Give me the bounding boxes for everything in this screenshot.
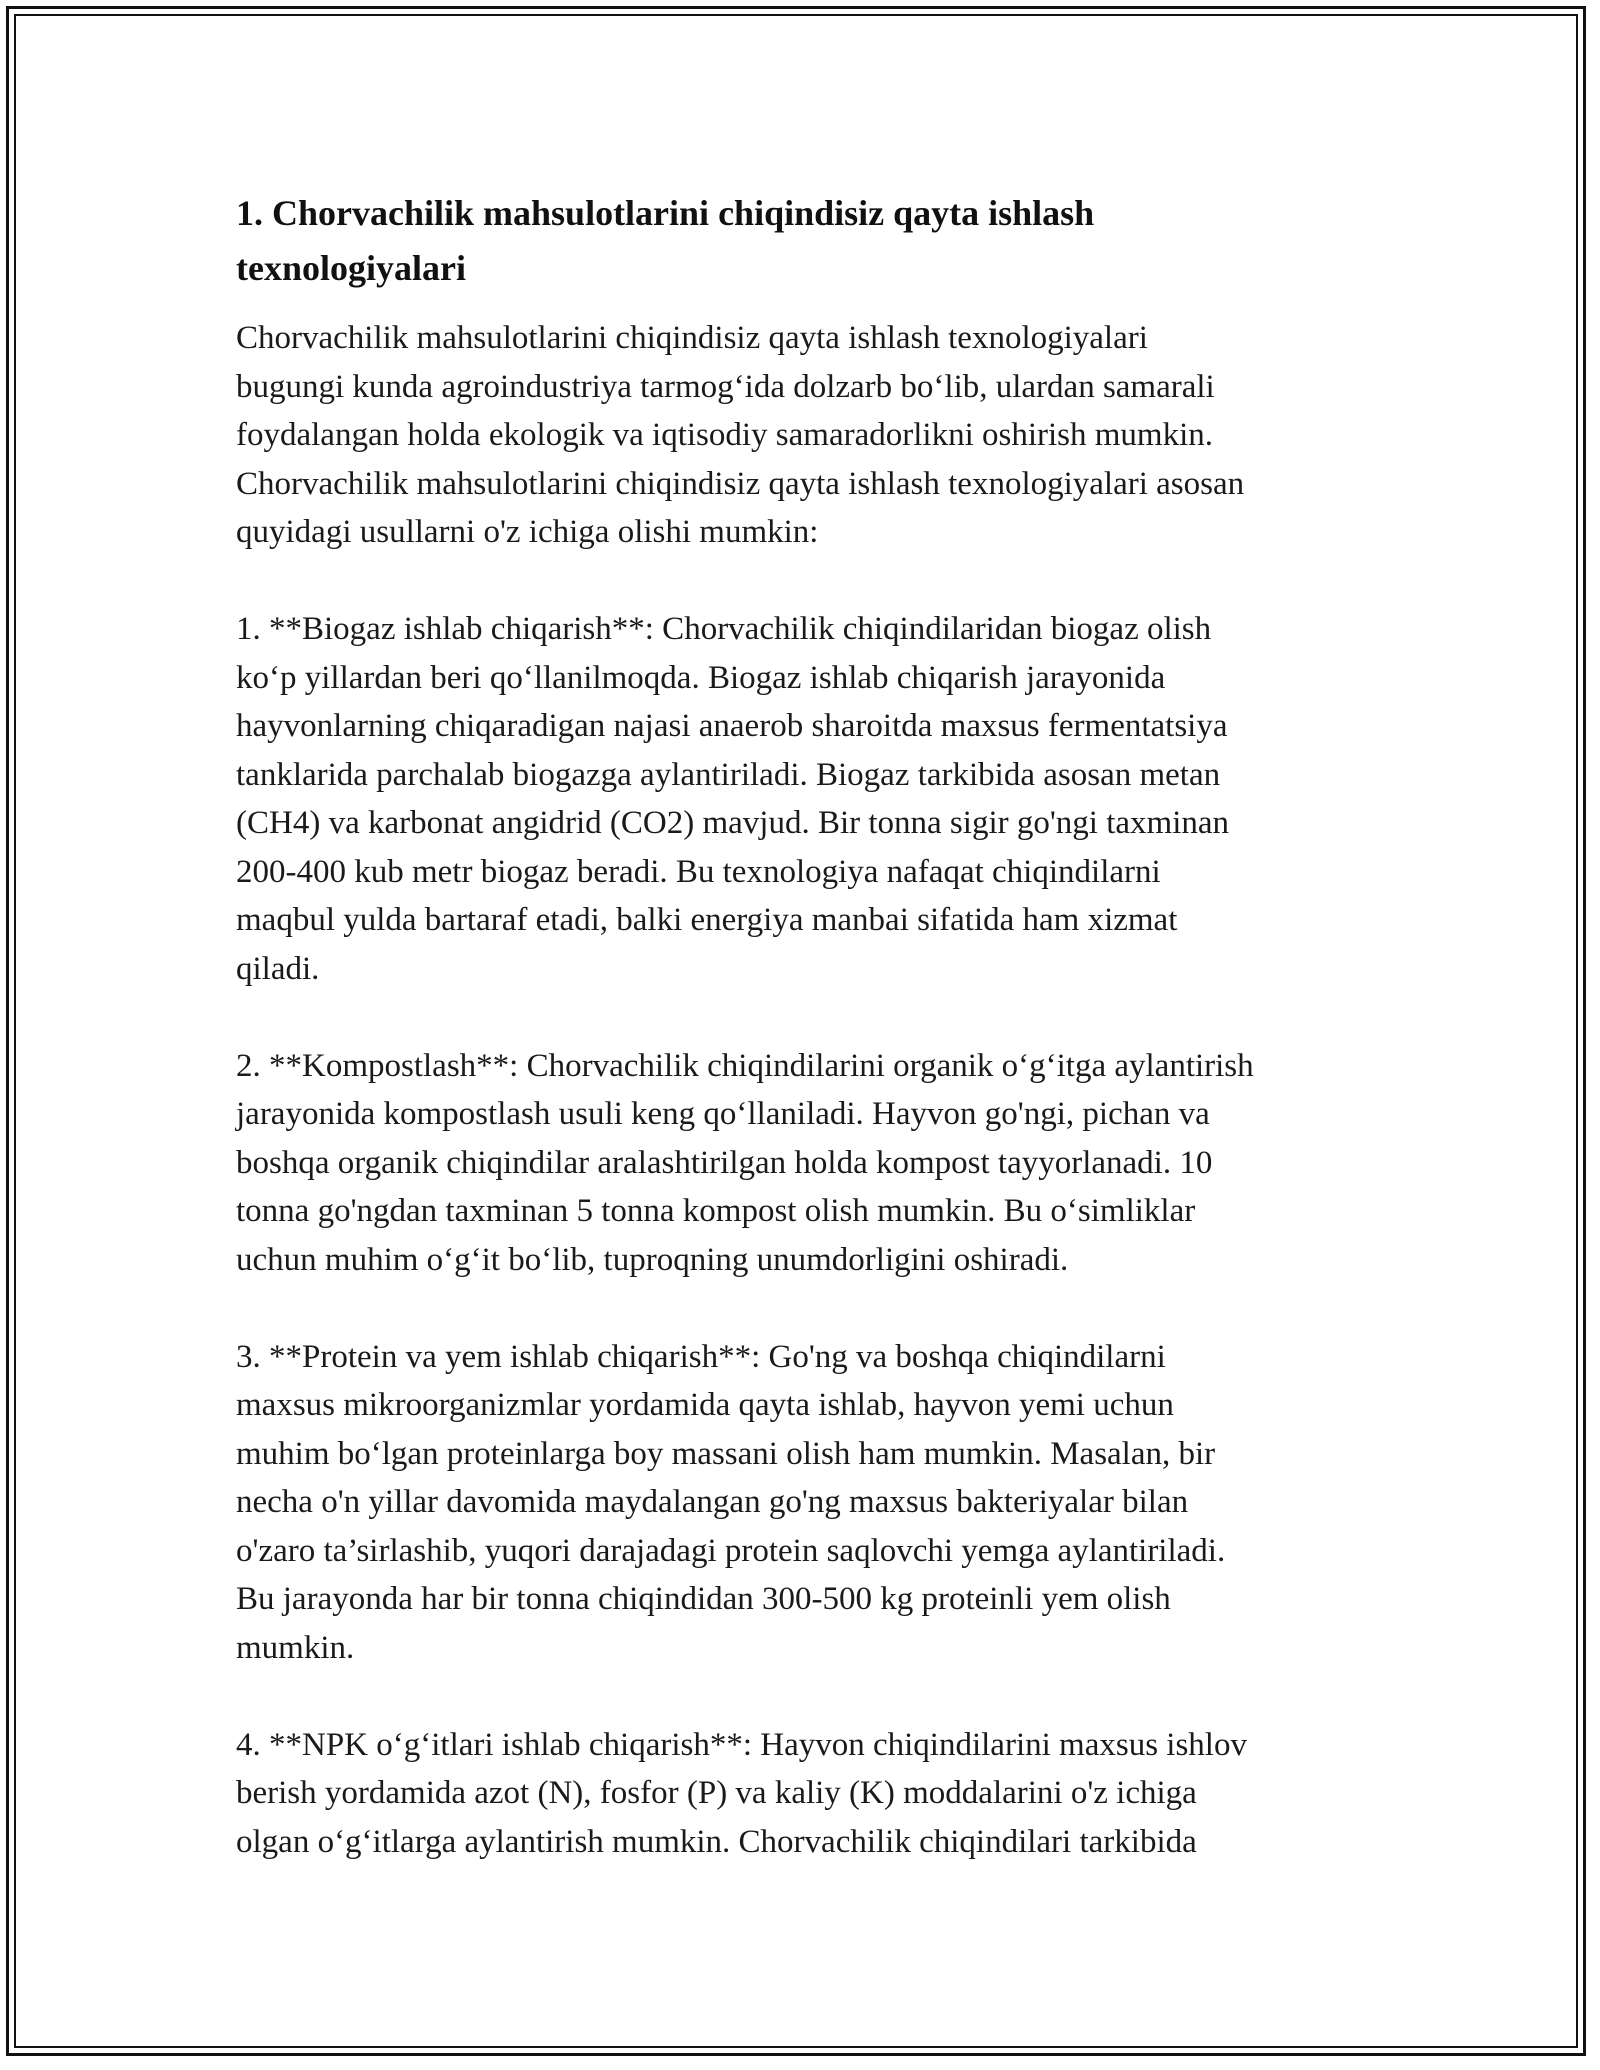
text-line: qiladi. <box>236 950 320 987</box>
text-line: bugungi kunda agroindustriya tarmog‘ida dolzarb bo‘lib, ulardan samarali <box>236 368 1215 405</box>
text-line: 1. **Biogaz ishlab chiqarish**: Chorvachilik chiqindilaridan biogaz olish <box>236 611 1212 647</box>
intro-paragraph <box>236 314 1376 557</box>
text-line: Chorvachilik mahsulotlarini chiqindisiz qayta ishlash texnologiyalari <box>236 320 1148 356</box>
kompostlash-paragraph <box>236 1042 1376 1285</box>
text-line: 200-400 kub metr biogaz beradi. Bu texnologiya nafaqat chiqindilarni <box>236 853 1161 890</box>
text-line: muhim bo‘lgan proteinlarga boy massani olish ham mumkin. Masalan, bir <box>236 1435 1216 1472</box>
text-line: hayvonlarning chiqaradigan najasi anaerob sharoitda maxsus fermentatsiya <box>236 708 1228 744</box>
text-line: 4. **NPK o‘g‘itlari ishlab chiqarish**: Hayvon chiqindilarini maxsus ishlov <box>236 1726 1247 1763</box>
text-line: (CH4) va karbonat angidrid (CO2) mavjud. Bir tonna sigir go'ngi taxminan <box>236 805 1230 841</box>
text-line: olgan o‘g‘itlarga aylantirish mumkin. Chorvachilik chiqindilari tarkibida <box>236 1823 1197 1860</box>
npk-paragraph <box>236 1721 1376 1867</box>
text-line: uchun muhim o‘g‘it bo‘lib, tuproqning unumdorligini oshiradi. <box>236 1241 1069 1278</box>
text-line: jarayonida kompostlash usuli keng qo‘llaniladi. Hayvon go'ngi, pichan va <box>236 1096 1210 1132</box>
biogaz-paragraph <box>236 605 1376 993</box>
protein-paragraph <box>236 1333 1376 1673</box>
document-body <box>236 186 1376 1915</box>
text-line: mumkin. <box>236 1629 355 1666</box>
title-line: 1. Chorvachilik mahsulotlarini chiqindisiz qayta ishlash <box>236 193 1095 233</box>
text-line: tanklarida parchalab biogazga aylantiriladi. Biogaz tarkibida asosan metan <box>236 756 1221 793</box>
text-line: Bu jarayonda har bir tonna chiqindidan 300-500 kg proteinli yem olish <box>236 1581 1171 1617</box>
document-title <box>236 186 1376 296</box>
text-line: tonna go'ngdan taxminan 5 tonna kompost olish mumkin. Bu o‘simliklar <box>236 1193 1196 1229</box>
text-line: quyidagi usullarni o'z ichiga olishi mumkin: <box>236 514 819 550</box>
text-line: ko‘p yillardan beri qo‘llanilmoqda. Biogaz ishlab chiqarish jarayonida <box>236 659 1166 696</box>
text-line: Chorvachilik mahsulotlarini chiqindisiz qayta ishlash texnologiyalari asosan <box>236 465 1245 502</box>
text-line: maqbul yulda bartaraf etadi, balki energiya manbai sifatida ham xizmat <box>236 902 1178 938</box>
text-line: 2. **Kompostlash**: Chorvachilik chiqindilarini organik o‘g‘itga aylantirish <box>236 1047 1254 1084</box>
text-line: berish yordamida azot (N), fosfor (P) va kaliy (K) moddalarini o'z ichiga <box>236 1775 1197 1811</box>
text-line: foydalangan holda ekologik va iqtisodiy samaradorlikni oshirish mumkin. <box>236 417 1214 453</box>
title-line: texnologiyalari <box>236 248 466 288</box>
text-line: maxsus mikroorganizmlar yordamida qayta ishlab, hayvon yemi uchun <box>236 1387 1174 1423</box>
text-line: necha o'n yillar davomida maydalangan go'ng maxsus bakteriyalar bilan <box>236 1484 1189 1520</box>
text-line: o'zaro ta’sirlashib, yuqori darajadagi protein saqlovchi yemga aylantiriladi. <box>236 1532 1226 1569</box>
text-line: 3. **Protein va yem ishlab chiqarish**: Go'ng va boshqa chiqindilarni <box>236 1338 1166 1375</box>
text-line: boshqa organik chiqindilar aralashtirilgan holda kompost tayyorlanadi. 10 <box>236 1144 1213 1181</box>
